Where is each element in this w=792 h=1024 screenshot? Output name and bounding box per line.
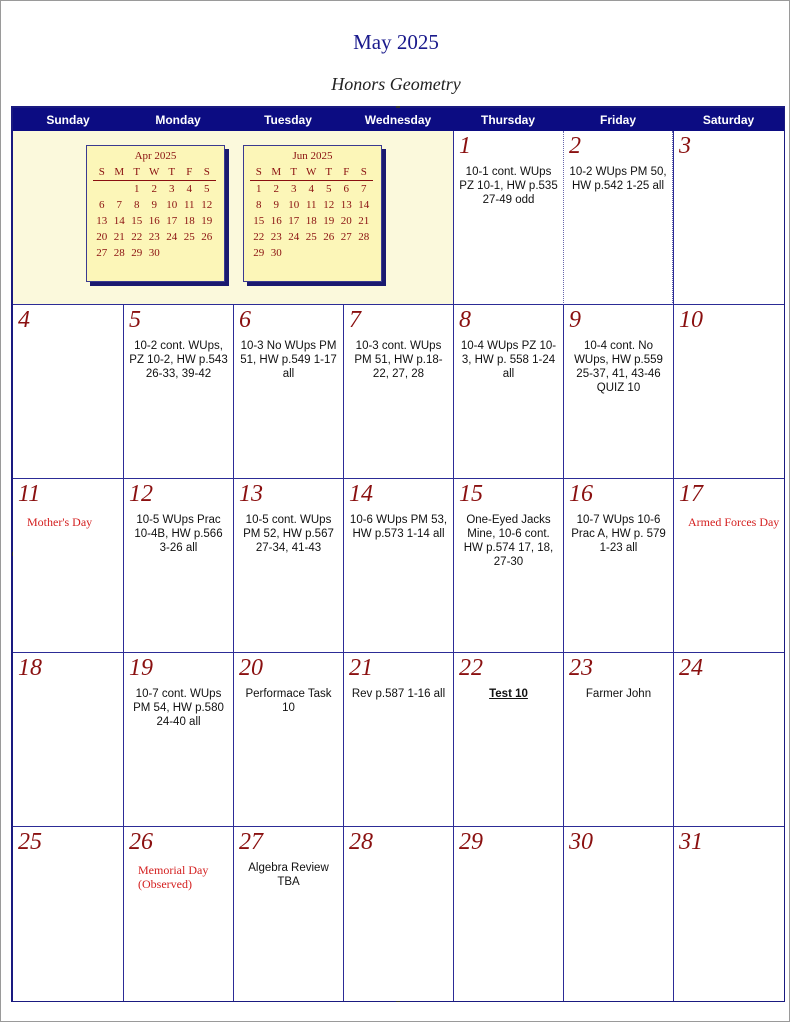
mc-date: 30: [148, 247, 160, 259]
mini-calendar-june: [243, 145, 382, 282]
day-note: 10-2 WUps PM 50, HW p.542 1-25 all: [569, 166, 667, 192]
day-cell-19[interactable]: [123, 653, 233, 827]
mc-date: 7: [116, 199, 122, 211]
mc-date: 28: [358, 231, 370, 243]
mc-header: F: [181, 164, 199, 181]
mc-date: [320, 245, 338, 261]
day-cell-29[interactable]: [453, 827, 563, 1001]
day-cell-7[interactable]: [343, 305, 453, 479]
mc-date: [198, 245, 216, 261]
mc-date: 14: [113, 215, 125, 227]
mc-date: 1: [134, 183, 140, 195]
mc-date: 26: [323, 231, 335, 243]
day-number: 21: [349, 655, 373, 681]
mc-header: W: [146, 164, 164, 181]
day-cell-9[interactable]: [563, 305, 673, 479]
day-cell-31[interactable]: [673, 827, 784, 1001]
mc-date: 10: [288, 199, 300, 211]
day-number: 9: [569, 307, 581, 333]
weekday-header-friday: Friday: [563, 108, 673, 131]
day-note: 10-7 WUps 10-6 Prac A, HW p. 579 1-23 all: [571, 514, 666, 554]
day-note: 10-1 cont. WUps PZ 10-1, HW p.535 27-49 odd: [459, 166, 558, 206]
mc-date: 4: [186, 183, 192, 195]
day-cell-25[interactable]: [13, 827, 123, 1001]
day-cell-16[interactable]: [563, 479, 673, 653]
mc-date: 8: [134, 199, 140, 211]
mc-date: [181, 245, 199, 261]
day-cell-30[interactable]: [563, 827, 673, 1001]
mc-header: T: [285, 164, 303, 181]
day-note: 10-2 cont. WUps, PZ 10-2, HW p.543 26-33, 39-42: [129, 340, 228, 380]
day-cell-28[interactable]: [343, 827, 453, 1001]
day-number: 18: [18, 655, 42, 681]
day-number: 16: [569, 481, 593, 507]
day-cell-22[interactable]: [453, 653, 563, 827]
day-cell-4[interactable]: [13, 305, 123, 479]
mc-date: 5: [326, 183, 332, 195]
day-number: 15: [459, 481, 483, 507]
mc-date: 23: [148, 231, 160, 243]
mc-date: 16: [270, 215, 282, 227]
mc-date: 16: [148, 215, 160, 227]
day-number: 27: [239, 829, 263, 855]
day-cell-6[interactable]: [233, 305, 343, 479]
page-subtitle: Honors Geometry: [331, 74, 461, 94]
mc-date: 8: [256, 199, 262, 211]
day-cell-23[interactable]: [563, 653, 673, 827]
weekday-header-monday: Monday: [123, 108, 233, 131]
day-cell-10[interactable]: [673, 305, 784, 479]
mc-date: 5: [204, 183, 210, 195]
day-number: 4: [18, 307, 30, 333]
mc-date: 13: [340, 199, 352, 211]
day-cell-13[interactable]: [233, 479, 343, 653]
mc-date: 7: [361, 183, 367, 195]
mc-date: 15: [253, 215, 265, 227]
day-cell-2[interactable]: [563, 131, 673, 305]
mc-date: [111, 181, 129, 197]
day-number: 28: [349, 829, 373, 855]
mc-date: 9: [273, 199, 279, 211]
day-note: 10-3 No WUps PM 51, HW p.549 1-17 all: [240, 340, 337, 380]
mc-date: 12: [323, 199, 335, 211]
day-number: 14: [349, 481, 373, 507]
mc-date: 17: [288, 215, 300, 227]
mc-date: 6: [99, 199, 105, 211]
day-note: 10-5 cont. WUps PM 52, HW p.567 27-34, 41-43: [243, 514, 334, 554]
day-number: 22: [459, 655, 483, 681]
mini-calendar-grid: [250, 164, 381, 261]
mc-date: 2: [151, 183, 157, 195]
day-cell-15[interactable]: [453, 479, 563, 653]
mc-date: 25: [183, 231, 195, 243]
mc-date: 10: [166, 199, 178, 211]
day-number: 20: [239, 655, 263, 681]
mc-date: 27: [96, 247, 108, 259]
mc-header: S: [93, 164, 111, 181]
mc-date: 20: [96, 231, 108, 243]
mini-calendar-april: [86, 145, 225, 282]
mini-calendar-title: Jun 2025: [292, 150, 333, 162]
day-cell-17[interactable]: [673, 479, 784, 653]
mc-header: T: [128, 164, 146, 181]
day-number: 29: [459, 829, 483, 855]
mc-date: 22: [131, 231, 143, 243]
mc-date: 19: [323, 215, 335, 227]
test-note: Test 10: [489, 688, 528, 700]
mc-date: 13: [96, 215, 108, 227]
day-note: 10-5 WUps Prac 10-4B, HW p.566 3-26 all: [134, 514, 223, 554]
day-note: 10-4 WUps PZ 10-3, HW p. 558 1-24 all: [460, 340, 557, 380]
day-cell-3[interactable]: [673, 131, 784, 305]
day-number: 2: [569, 133, 581, 159]
mc-date: [93, 181, 111, 197]
mc-date: [163, 245, 181, 261]
day-number: 30: [569, 829, 593, 855]
mc-date: 22: [253, 231, 265, 243]
weekday-header-tuesday: Tuesday: [233, 108, 343, 131]
mc-date: 24: [288, 231, 300, 243]
day-cell-26[interactable]: [123, 827, 233, 1001]
day-number: 5: [129, 307, 141, 333]
mc-date: 20: [340, 215, 352, 227]
mc-date: 29: [131, 247, 143, 259]
mc-header: S: [198, 164, 216, 181]
mc-header: S: [250, 164, 268, 181]
day-number: 24: [679, 655, 703, 681]
mc-date: 15: [131, 215, 143, 227]
mc-date: 19: [201, 215, 213, 227]
day-number: 12: [129, 481, 153, 507]
mc-date: 3: [169, 183, 175, 195]
mc-header: M: [268, 164, 286, 181]
mini-calendar-title: Apr 2025: [134, 150, 177, 162]
day-cell-14[interactable]: [343, 479, 453, 653]
mc-date: [338, 245, 356, 261]
mini-calendar-grid: [93, 164, 224, 261]
day-number: 6: [239, 307, 251, 333]
holiday-label: Memorial Day (Observed): [138, 863, 209, 891]
mc-date: 24: [166, 231, 178, 243]
mc-header: T: [163, 164, 181, 181]
mc-date: 30: [270, 247, 282, 259]
day-number: 23: [569, 655, 593, 681]
day-note: Algebra Review TBA: [248, 862, 329, 888]
day-number: 1: [459, 133, 471, 159]
mc-date: 11: [305, 199, 317, 211]
weekday-header-thursday: Thursday: [453, 108, 563, 131]
day-number: 8: [459, 307, 471, 333]
day-cell-5[interactable]: [123, 305, 233, 479]
day-cell-12[interactable]: [123, 479, 233, 653]
day-cell-27[interactable]: [233, 827, 343, 1001]
mc-date: 11: [183, 199, 195, 211]
day-cell-21[interactable]: [343, 653, 453, 827]
mc-date: 28: [113, 247, 125, 259]
day-number: 26: [129, 829, 153, 855]
day-cell-18[interactable]: [13, 653, 123, 827]
mc-date: 6: [343, 183, 349, 195]
mc-date: 25: [305, 231, 317, 243]
mc-date: 2: [273, 183, 279, 195]
day-note: 10-7 cont. WUps PM 54, HW p.580 24-40 all: [133, 688, 224, 728]
mc-date: 17: [166, 215, 178, 227]
holiday-label: Armed Forces Day: [688, 515, 780, 529]
day-note: 10-4 cont. No WUps, HW p.559 25-37, 41, 43-46 QUIZ 10: [574, 340, 663, 394]
day-number: 13: [239, 481, 263, 507]
page-title: May 2025: [353, 30, 439, 54]
calendar-grid: [13, 108, 784, 1001]
mc-date: 29: [253, 247, 265, 259]
day-number: 10: [679, 307, 703, 333]
mc-date: [355, 245, 373, 261]
mc-date: 14: [358, 199, 370, 211]
day-number: 17: [679, 481, 703, 507]
day-number: 7: [349, 307, 361, 333]
day-cell-11[interactable]: [13, 479, 123, 653]
mc-date: 18: [183, 215, 195, 227]
day-cell-8[interactable]: [453, 305, 563, 479]
day-cell-1[interactable]: [453, 131, 563, 305]
mc-date: 21: [358, 215, 370, 227]
mc-header: W: [303, 164, 321, 181]
weekday-header-sunday: Sunday: [13, 108, 123, 131]
weekday-header-wednesday: Wednesday: [343, 108, 453, 131]
mini-calendar-area: [13, 131, 453, 305]
mc-header: F: [338, 164, 356, 181]
holiday-label: Mother's Day: [27, 515, 93, 529]
mc-header: S: [355, 164, 373, 181]
mc-date: 26: [201, 231, 213, 243]
mc-date: 12: [201, 199, 213, 211]
day-note: 10-3 cont. WUps PM 51, HW p.18-22, 27, 28: [354, 340, 443, 380]
day-note: Farmer John: [585, 688, 652, 700]
day-note: Performace Task 10: [245, 688, 332, 714]
mc-date: 4: [308, 183, 314, 195]
day-note: Rev p.587 1-16 all: [351, 688, 446, 700]
day-number: 3: [679, 133, 691, 159]
day-cell-20[interactable]: [233, 653, 343, 827]
mc-date: 9: [151, 199, 157, 211]
mc-date: 21: [113, 231, 125, 243]
day-cell-24[interactable]: [673, 653, 784, 827]
weekday-header-saturday: Saturday: [673, 108, 784, 131]
mc-header: M: [111, 164, 129, 181]
day-note: 10-6 WUps PM 53, HW p.573 1-14 all: [349, 514, 448, 540]
day-number: 31: [679, 829, 703, 855]
day-number: 11: [18, 481, 41, 507]
mc-date: 23: [270, 231, 282, 243]
mc-date: 1: [256, 183, 262, 195]
mc-date: 18: [305, 215, 317, 227]
day-number: 25: [18, 829, 42, 855]
day-number: 19: [129, 655, 153, 681]
mc-header: T: [320, 164, 338, 181]
mc-date: 3: [291, 183, 297, 195]
mc-date: [303, 245, 321, 261]
mc-date: [285, 245, 303, 261]
mc-date: 27: [340, 231, 352, 243]
day-note: One-Eyed Jacks Mine, 10-6 cont. HW p.574 17, 18, 27-30: [463, 514, 554, 568]
